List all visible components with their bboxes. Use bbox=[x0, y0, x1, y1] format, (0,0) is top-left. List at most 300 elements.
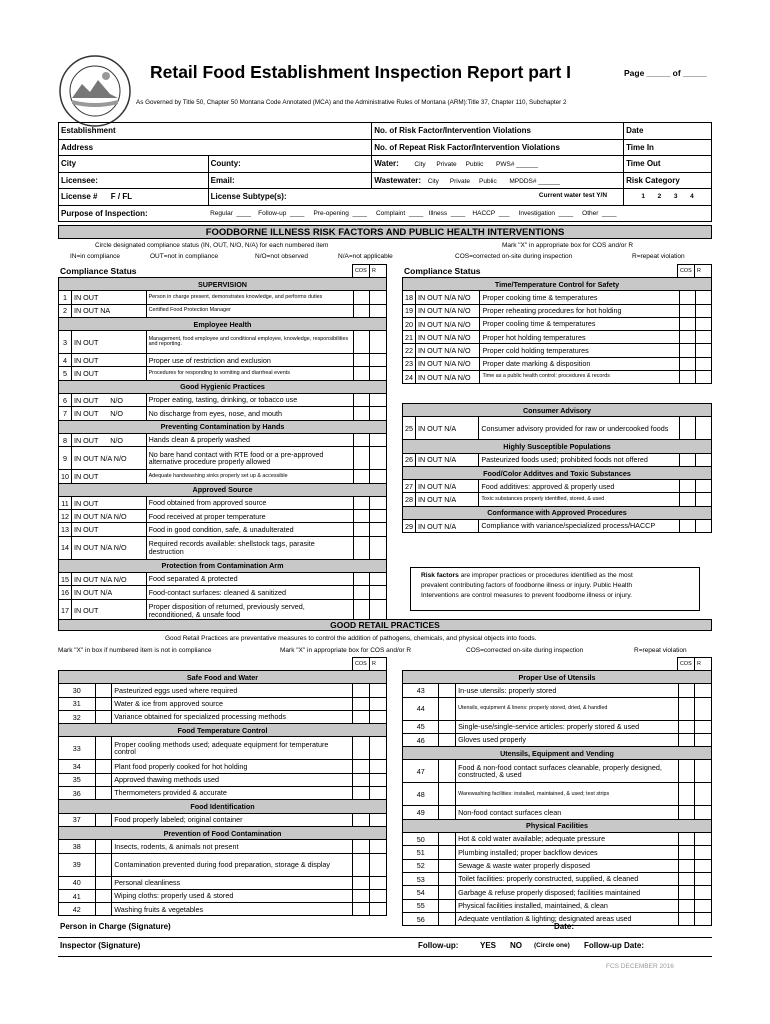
subsection-title: Protection from Contamination Arm bbox=[59, 559, 387, 572]
item-description: Gloves used properly bbox=[456, 733, 678, 746]
cos-checkbox[interactable] bbox=[353, 470, 370, 483]
repeat-checkbox[interactable] bbox=[695, 493, 711, 506]
repeat-checkbox[interactable] bbox=[370, 433, 387, 446]
retail-cos-header-right: COS bbox=[678, 658, 695, 671]
email-field[interactable]: Email: bbox=[208, 172, 372, 189]
cos-checkbox[interactable] bbox=[678, 733, 695, 746]
compliance-status-options[interactable]: IN OUT bbox=[72, 470, 147, 483]
risk-item-row bbox=[403, 417, 712, 440]
repeat-checkbox[interactable] bbox=[695, 291, 711, 304]
compliance-status-options[interactable]: IN OUT N/O bbox=[72, 394, 147, 407]
legend-out: OUT=not in compliance bbox=[150, 253, 219, 260]
compliance-status-options[interactable]: IN OUT bbox=[72, 331, 147, 354]
repeat-checkbox[interactable] bbox=[695, 733, 712, 746]
repeat-checkbox[interactable] bbox=[370, 876, 387, 889]
licensee-field[interactable]: Licensee: bbox=[59, 172, 209, 189]
repeat-checkbox[interactable] bbox=[370, 737, 387, 760]
repeat-checkbox[interactable] bbox=[695, 760, 712, 783]
subsection-header bbox=[59, 380, 387, 393]
compliance-status-options[interactable]: IN OUT N/A N/O bbox=[72, 573, 147, 586]
risk-item-row bbox=[403, 480, 712, 493]
water-options: City Private Public PWS# ______ bbox=[414, 161, 538, 169]
repeat-checkbox[interactable] bbox=[695, 872, 712, 885]
cos-checkbox[interactable] bbox=[353, 773, 370, 786]
compliance-status-options[interactable]: IN OUT N/A N/O bbox=[416, 317, 480, 330]
repeat-checkbox[interactable] bbox=[695, 720, 712, 733]
cos-checkbox[interactable] bbox=[679, 291, 695, 304]
compliance-status-options[interactable]: IN OUT bbox=[72, 599, 147, 622]
repeat-checkbox[interactable] bbox=[370, 853, 387, 876]
item-description: Proper date marking & disposition bbox=[480, 357, 679, 370]
subsection-title: Prevention of Food Contamination bbox=[59, 826, 387, 839]
item-number: 38 bbox=[59, 840, 96, 853]
item-description: Utensils, equipment & linens: properly stored, dried, & handled bbox=[456, 697, 678, 720]
cos-checkbox[interactable] bbox=[678, 684, 695, 697]
repeat-checkbox[interactable] bbox=[695, 886, 712, 899]
r-header: R bbox=[370, 265, 387, 278]
repeat-checkbox[interactable] bbox=[370, 773, 387, 786]
retail-mark-1: Mark "X" in box if numbered item is not in compliance bbox=[58, 647, 212, 654]
item-number: 9 bbox=[59, 447, 72, 470]
risk-factors-term: Risk factors bbox=[421, 572, 459, 579]
item-number: 1 bbox=[59, 291, 72, 304]
subsection-header bbox=[403, 819, 712, 832]
risk-item-row bbox=[403, 291, 712, 304]
violation-checkbox[interactable] bbox=[95, 760, 112, 773]
compliance-status-options[interactable]: IN OUT N/A N/O bbox=[72, 447, 147, 470]
repeat-checkbox[interactable] bbox=[370, 470, 387, 483]
risk-item-row bbox=[403, 331, 712, 344]
legend-in: IN=in compliance bbox=[70, 253, 121, 260]
repeat-checkbox[interactable] bbox=[370, 760, 387, 773]
cos-checkbox[interactable] bbox=[678, 760, 695, 783]
compliance-status-options[interactable]: IN OUT NA bbox=[72, 304, 147, 317]
item-description: Sewage & waste water properly disposed bbox=[456, 859, 678, 872]
violation-checkbox[interactable] bbox=[95, 697, 112, 710]
cos-checkbox[interactable] bbox=[679, 357, 695, 370]
cos-checkbox[interactable] bbox=[679, 304, 695, 317]
repeat-checkbox[interactable] bbox=[695, 684, 712, 697]
item-description: Thermometers provided & accurate bbox=[112, 787, 353, 800]
repeat-checkbox[interactable] bbox=[695, 846, 712, 859]
cos-checkbox[interactable] bbox=[679, 344, 695, 357]
subsection-header bbox=[59, 317, 387, 330]
compliance-status-options[interactable]: IN OUT bbox=[72, 291, 147, 304]
risk-factors-def: are improper practices or procedures identified as the most bbox=[458, 572, 633, 579]
retail-item-row bbox=[59, 903, 387, 916]
item-number: 49 bbox=[403, 806, 439, 819]
repeat-checkbox[interactable] bbox=[370, 586, 387, 599]
violation-checkbox[interactable] bbox=[95, 737, 112, 760]
compliance-status-options[interactable]: IN OUT bbox=[72, 523, 147, 536]
item-description: Insects, rodents, & animals not present bbox=[112, 840, 353, 853]
repeat-checkbox[interactable] bbox=[370, 684, 387, 697]
item-description: Plant food properly cooked for hot holding bbox=[112, 760, 353, 773]
violation-checkbox[interactable] bbox=[95, 840, 112, 853]
violation-checkbox[interactable] bbox=[439, 760, 456, 783]
compliance-status-options[interactable]: IN OUT bbox=[72, 496, 147, 509]
cos-checkbox[interactable] bbox=[353, 394, 370, 407]
cos-checkbox[interactable] bbox=[353, 787, 370, 800]
city-field[interactable]: City bbox=[59, 156, 209, 173]
violation-checkbox[interactable] bbox=[95, 684, 112, 697]
cos-checkbox[interactable] bbox=[353, 876, 370, 889]
cos-checkbox[interactable] bbox=[353, 433, 370, 446]
subsection-title: Good Hygienic Practices bbox=[59, 380, 387, 393]
violation-checkbox[interactable] bbox=[95, 773, 112, 786]
establishment-info-table bbox=[58, 122, 712, 222]
followup-no[interactable]: NO bbox=[510, 941, 522, 950]
cos-checkbox[interactable] bbox=[353, 760, 370, 773]
item-description: Hands clean & properly washed bbox=[146, 433, 353, 446]
repeat-checkbox[interactable] bbox=[695, 480, 711, 493]
compliance-status-options[interactable]: IN OUT N/O bbox=[72, 433, 147, 446]
cos-checkbox[interactable] bbox=[353, 407, 370, 420]
subsection-title: Safe Food and Water bbox=[59, 671, 387, 684]
cos-checkbox[interactable] bbox=[353, 573, 370, 586]
cos-checkbox[interactable] bbox=[678, 806, 695, 819]
mark-instruction: Mark "X" in appropriate box for COS and/or R bbox=[502, 242, 634, 249]
cos-checkbox[interactable] bbox=[353, 889, 370, 902]
violation-checkbox[interactable] bbox=[439, 697, 456, 720]
repeat-checkbox[interactable] bbox=[370, 510, 387, 523]
subsection-title: Consumer Advisory bbox=[403, 404, 712, 417]
license-subtype-field[interactable] bbox=[208, 189, 623, 206]
cos-checkbox[interactable] bbox=[678, 833, 695, 846]
subsection-title: SUPERVISION bbox=[59, 278, 387, 291]
violation-checkbox[interactable] bbox=[439, 806, 456, 819]
risk-item-row bbox=[59, 470, 387, 483]
item-description: Proper reheating procedures for hot holding bbox=[480, 304, 679, 317]
repeat-checkbox[interactable] bbox=[695, 859, 712, 872]
repeat-checkbox[interactable] bbox=[370, 697, 387, 710]
item-number: 55 bbox=[403, 899, 439, 912]
cos-checkbox[interactable] bbox=[679, 480, 695, 493]
item-description: Pasteurized foods used; prohibited foods not offered bbox=[479, 453, 679, 466]
item-number: 30 bbox=[59, 684, 96, 697]
cos-checkbox[interactable] bbox=[679, 371, 695, 384]
repeat-checkbox[interactable] bbox=[695, 344, 711, 357]
subsection-title: Conformance with Approved Procedures bbox=[403, 506, 712, 519]
subsection-title: Utensils, Equipment and Vending bbox=[403, 747, 712, 760]
cos-checkbox[interactable] bbox=[679, 453, 695, 466]
violation-checkbox[interactable] bbox=[95, 876, 112, 889]
repeat-checkbox[interactable] bbox=[695, 899, 712, 912]
page-number-field[interactable]: Page _____ of _____ bbox=[624, 68, 707, 78]
repeat-checkbox[interactable] bbox=[370, 367, 387, 380]
item-number: 32 bbox=[59, 710, 96, 723]
risk-item-row bbox=[59, 510, 387, 523]
county-field[interactable]: County: bbox=[208, 156, 372, 173]
cos-header: COS bbox=[353, 265, 370, 278]
violation-checkbox[interactable] bbox=[439, 833, 456, 846]
cos-checkbox[interactable] bbox=[353, 586, 370, 599]
repeat-checkbox[interactable] bbox=[695, 357, 711, 370]
repeat-checkbox[interactable] bbox=[370, 787, 387, 800]
time-out-field[interactable]: Time Out bbox=[624, 156, 712, 173]
risk-item-row bbox=[59, 536, 387, 559]
item-number: 41 bbox=[59, 889, 96, 902]
cos-checkbox[interactable] bbox=[353, 523, 370, 536]
repeat-checkbox[interactable] bbox=[370, 889, 387, 902]
cos-checkbox[interactable] bbox=[679, 493, 695, 506]
repeat-checkbox[interactable] bbox=[695, 697, 712, 720]
compliance-status-options[interactable]: IN OUT N/A bbox=[416, 453, 479, 466]
violation-checkbox[interactable] bbox=[439, 733, 456, 746]
risk-item-row bbox=[59, 433, 387, 446]
cos-checkbox[interactable] bbox=[678, 697, 695, 720]
cos-checkbox[interactable] bbox=[679, 417, 695, 440]
repeat-checkbox[interactable] bbox=[370, 407, 387, 420]
repeat-checkbox[interactable] bbox=[370, 813, 387, 826]
cos-checkbox[interactable] bbox=[353, 510, 370, 523]
subsection-header bbox=[403, 404, 712, 417]
risk-item-row bbox=[403, 344, 712, 357]
retail-item-row bbox=[403, 760, 712, 783]
cos-checkbox[interactable] bbox=[353, 840, 370, 853]
cos-checkbox[interactable] bbox=[353, 331, 370, 354]
repeat-checkbox[interactable] bbox=[695, 331, 711, 344]
compliance-status-options[interactable]: IN OUT N/A N/O bbox=[416, 291, 480, 304]
violation-checkbox[interactable] bbox=[439, 783, 456, 806]
item-description: Proper hot holding temperatures bbox=[480, 331, 679, 344]
item-description: Food obtained from approved source bbox=[146, 496, 353, 509]
cos-checkbox[interactable] bbox=[353, 853, 370, 876]
compliance-status-options[interactable]: IN OUT N/A N/O bbox=[416, 331, 480, 344]
subsection-title: Employee Health bbox=[59, 317, 387, 330]
address-field[interactable]: Address bbox=[59, 139, 372, 156]
item-number: 16 bbox=[59, 586, 72, 599]
violation-checkbox[interactable] bbox=[439, 720, 456, 733]
cos-checkbox[interactable] bbox=[353, 813, 370, 826]
compliance-status-options[interactable]: IN OUT N/A bbox=[416, 417, 479, 440]
form-id: FCS DECEMBER 2016 bbox=[606, 963, 674, 970]
repeat-checkbox[interactable] bbox=[370, 573, 387, 586]
item-description: Proper cooling methods used; adequate equipment for temperature control bbox=[112, 737, 353, 760]
cos-checkbox[interactable] bbox=[353, 684, 370, 697]
person-in-charge-row[interactable] bbox=[58, 919, 712, 938]
cos-checkbox[interactable] bbox=[678, 886, 695, 899]
cos-checkbox[interactable] bbox=[353, 536, 370, 559]
repeat-checkbox[interactable] bbox=[370, 304, 387, 317]
repeat-checkbox[interactable] bbox=[370, 840, 387, 853]
repeat-checkbox[interactable] bbox=[370, 496, 387, 509]
cos-checkbox[interactable] bbox=[679, 317, 695, 330]
cos-checkbox[interactable] bbox=[353, 354, 370, 367]
cos-checkbox[interactable] bbox=[678, 720, 695, 733]
item-number: 37 bbox=[59, 813, 96, 826]
item-description: Single-use/single-service articles: properly stored & used bbox=[456, 720, 678, 733]
risk-item-row bbox=[59, 447, 387, 470]
cos-checkbox[interactable] bbox=[678, 872, 695, 885]
item-description: Adequate ventilation & lighting; designated areas used bbox=[456, 912, 678, 925]
item-number: 13 bbox=[59, 523, 72, 536]
retail-item-row bbox=[403, 733, 712, 746]
item-number: 18 bbox=[403, 291, 416, 304]
violation-checkbox[interactable] bbox=[439, 846, 456, 859]
cos-checkbox[interactable] bbox=[678, 846, 695, 859]
compliance-status-options[interactable]: IN OUT N/A bbox=[416, 480, 479, 493]
cos-checkbox[interactable] bbox=[678, 899, 695, 912]
item-number: 29 bbox=[403, 520, 416, 533]
cos-checkbox[interactable] bbox=[353, 304, 370, 317]
inspector-row[interactable] bbox=[58, 938, 712, 957]
repeat-checkbox[interactable] bbox=[370, 447, 387, 470]
violation-checkbox[interactable] bbox=[95, 813, 112, 826]
item-description: Personal cleanliness bbox=[112, 876, 353, 889]
item-number: 27 bbox=[403, 480, 416, 493]
purpose-label: Purpose of Inspection: bbox=[59, 205, 209, 222]
compliance-status-options[interactable]: IN OUT N/A N/O bbox=[72, 536, 147, 559]
item-number: 56 bbox=[403, 912, 439, 925]
risk-item-row bbox=[59, 304, 387, 317]
item-number: 52 bbox=[403, 859, 439, 872]
compliance-status-options[interactable]: IN OUT N/O bbox=[72, 407, 147, 420]
wastewater-field[interactable] bbox=[372, 172, 624, 189]
item-number: 47 bbox=[403, 760, 439, 783]
risk-item-row bbox=[59, 573, 387, 586]
item-description: Wiping cloths: properly used & stored bbox=[112, 889, 353, 902]
item-number: 46 bbox=[403, 733, 439, 746]
violation-checkbox[interactable] bbox=[439, 899, 456, 912]
compliance-status-options[interactable]: IN OUT N/A N/O bbox=[416, 344, 480, 357]
item-number: 53 bbox=[403, 872, 439, 885]
item-number: 42 bbox=[59, 903, 96, 916]
compliance-status-options[interactable]: IN OUT N/A N/O bbox=[416, 357, 480, 370]
compliance-status-options[interactable]: IN OUT N/A bbox=[72, 586, 147, 599]
repeat-checkbox[interactable] bbox=[695, 520, 711, 533]
time-in-field[interactable]: Time In bbox=[624, 139, 712, 156]
item-description: Toilet facilities: properly constructed, supplied, & cleaned bbox=[456, 872, 678, 885]
repeat-checkbox[interactable] bbox=[370, 331, 387, 354]
compliance-status-options[interactable]: IN OUT bbox=[72, 354, 147, 367]
compliance-status-options[interactable]: IN OUT N/A N/O bbox=[72, 510, 147, 523]
item-description: Food & non-food contact surfaces cleanable, properly designed, constructed, & used bbox=[456, 760, 678, 783]
subsection-header bbox=[59, 724, 387, 737]
subsection-title: Proper Use of Utensils bbox=[403, 671, 712, 684]
cos-checkbox[interactable] bbox=[679, 520, 695, 533]
cos-checkbox[interactable] bbox=[353, 710, 370, 723]
r-header-right: R bbox=[695, 265, 712, 278]
violation-checkbox[interactable] bbox=[439, 886, 456, 899]
cos-checkbox[interactable] bbox=[353, 291, 370, 304]
establishment-field[interactable]: Establishment bbox=[59, 123, 372, 140]
water-field[interactable] bbox=[372, 156, 624, 173]
risk-violations-field[interactable]: No. of Risk Factor/Intervention Violations bbox=[372, 123, 624, 140]
repeat-checkbox[interactable] bbox=[370, 710, 387, 723]
retail-mark-4: R=repeat violation bbox=[634, 647, 687, 654]
repeat-checkbox[interactable] bbox=[695, 806, 712, 819]
risk-factors-line3: Interventions are control measures to prevent foodborne illness or injury. bbox=[421, 592, 632, 600]
compliance-status-options[interactable]: IN OUT N/A N/O bbox=[416, 371, 480, 384]
cos-checkbox[interactable] bbox=[353, 496, 370, 509]
repeat-checkbox[interactable] bbox=[370, 354, 387, 367]
violation-checkbox[interactable] bbox=[439, 872, 456, 885]
item-description: Certified Food Protection Manager bbox=[146, 304, 353, 317]
subsection-title: Preventing Contamination by Hands bbox=[59, 420, 387, 433]
risk-item-row bbox=[59, 367, 387, 380]
risk-item-row bbox=[403, 520, 712, 533]
retail-item-row bbox=[403, 872, 712, 885]
compliance-status-options[interactable]: IN OUT N/A bbox=[416, 520, 479, 533]
purpose-options[interactable]: Regular ____ Follow-up ____ Pre-opening ____ Complaint ____ Illness ____ HACCP ___ Investigation ____ Other ____ bbox=[208, 205, 711, 222]
foodborne-section-title: FOODBORNE ILLNESS RISK FACTORS AND PUBLIC HEALTH INTERVENTIONS bbox=[58, 225, 712, 239]
item-number: 25 bbox=[403, 417, 416, 440]
violation-checkbox[interactable] bbox=[95, 903, 112, 916]
compliance-status-options[interactable]: IN OUT N/A N/O bbox=[416, 304, 480, 317]
cos-checkbox[interactable] bbox=[353, 367, 370, 380]
repeat-checkbox[interactable] bbox=[695, 317, 711, 330]
compliance-status-options[interactable]: IN OUT bbox=[72, 367, 147, 380]
retail-item-row bbox=[403, 886, 712, 899]
cos-checkbox[interactable] bbox=[353, 447, 370, 470]
violation-checkbox[interactable] bbox=[95, 889, 112, 902]
item-number: 26 bbox=[403, 453, 416, 466]
risk-category-field[interactable]: Risk Category bbox=[624, 172, 712, 189]
repeat-violations-field[interactable]: No. of Repeat Risk Factor/Intervention Violations bbox=[372, 139, 624, 156]
cos-checkbox[interactable] bbox=[679, 331, 695, 344]
item-description: Water & ice from approved source bbox=[112, 697, 353, 710]
repeat-checkbox[interactable] bbox=[370, 291, 387, 304]
item-number: 24 bbox=[403, 371, 416, 384]
violation-checkbox[interactable] bbox=[439, 859, 456, 872]
violation-checkbox[interactable] bbox=[95, 853, 112, 876]
repeat-checkbox[interactable] bbox=[370, 394, 387, 407]
risk-item-row bbox=[403, 304, 712, 317]
repeat-checkbox[interactable] bbox=[695, 417, 711, 440]
retail-section-title: GOOD RETAIL PRACTICES bbox=[58, 619, 712, 631]
violation-checkbox[interactable] bbox=[439, 684, 456, 697]
repeat-checkbox[interactable] bbox=[695, 371, 711, 384]
retail-r-header-right: R bbox=[695, 658, 712, 671]
item-description: Pasteurized eggs used where required bbox=[112, 684, 353, 697]
violation-checkbox[interactable] bbox=[95, 710, 112, 723]
item-description: Toxic substances properly identified, stored, & used bbox=[479, 493, 679, 506]
item-number: 20 bbox=[403, 317, 416, 330]
retail-mark-2: Mark "X" in appropriate box for COS and/or R bbox=[280, 647, 412, 654]
item-number: 5 bbox=[59, 367, 72, 380]
cos-checkbox[interactable] bbox=[678, 859, 695, 872]
item-description: Hot & cold water available; adequate pressure bbox=[456, 833, 678, 846]
cos-checkbox[interactable] bbox=[353, 737, 370, 760]
risk-item-row bbox=[403, 317, 712, 330]
cos-checkbox[interactable] bbox=[678, 783, 695, 806]
cos-checkbox[interactable] bbox=[353, 697, 370, 710]
repeat-checkbox[interactable] bbox=[695, 783, 712, 806]
repeat-checkbox[interactable] bbox=[695, 304, 711, 317]
item-description: No discharge from eyes, nose, and mouth bbox=[146, 407, 353, 420]
repeat-checkbox[interactable] bbox=[370, 536, 387, 559]
item-description: No bare hand contact with RTE food or a pre-approved alternative procedure properly allowed bbox=[146, 447, 353, 470]
date-field[interactable]: Date bbox=[624, 123, 712, 140]
subsection-title: Time/Temperature Control for Safety bbox=[403, 278, 712, 291]
repeat-checkbox[interactable] bbox=[370, 523, 387, 536]
compliance-status-options[interactable]: IN OUT N/A bbox=[416, 493, 479, 506]
cos-checkbox[interactable] bbox=[353, 903, 370, 916]
item-number: 50 bbox=[403, 833, 439, 846]
item-number: 48 bbox=[403, 783, 439, 806]
repeat-checkbox[interactable] bbox=[370, 903, 387, 916]
violation-checkbox[interactable] bbox=[95, 787, 112, 800]
item-number: 19 bbox=[403, 304, 416, 317]
repeat-checkbox[interactable] bbox=[695, 833, 712, 846]
followup-yes[interactable]: YES bbox=[480, 941, 497, 950]
water-label: Water: bbox=[374, 159, 399, 169]
item-number: 15 bbox=[59, 573, 72, 586]
license-number-field[interactable]: License # F / FL bbox=[59, 189, 209, 206]
risk-category-numbers[interactable]: 1 2 3 4 bbox=[624, 189, 712, 206]
repeat-checkbox[interactable] bbox=[695, 453, 711, 466]
